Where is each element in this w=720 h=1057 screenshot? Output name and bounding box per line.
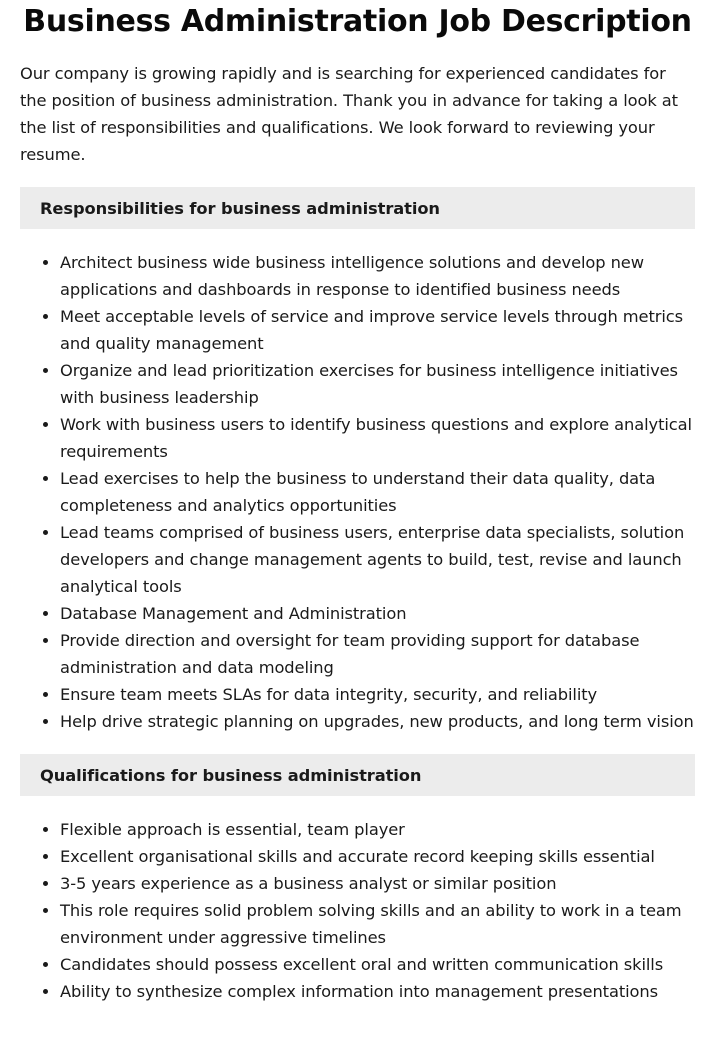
list-item: • This role requires solid problem solving skills and an ability to work in a team environment under aggressive timelines bbox=[60, 897, 695, 951]
responsibilities-list bbox=[20, 249, 695, 735]
list-item: • Provide direction and oversight for team providing support for database administration and data modeling bbox=[60, 627, 695, 681]
list-item: • Architect business wide business intelligence solutions and develop new applications and dashboards in response to identified business needs bbox=[60, 249, 695, 303]
list-item: • Excellent organisational skills and accurate record keeping skills essential bbox=[60, 843, 695, 870]
intro-paragraph: Our company is growing rapidly and is searching for experienced candidates for the position of business administration. Thank you in advance for taking a look at the list of responsibilities and qualifications. We look forward to reviewing your resume. bbox=[20, 64, 678, 164]
qualifications-heading-label: Qualifications for business administration bbox=[40, 765, 422, 785]
list-item: • Work with business users to identify business questions and explore analytical requirements bbox=[60, 411, 695, 465]
list-item: • Meet acceptable levels of service and improve service levels through metrics and quality management bbox=[60, 303, 695, 357]
list-item: • Candidates should possess excellent oral and written communication skills bbox=[60, 951, 695, 978]
page-title: Business Administration Job Description bbox=[23, 4, 692, 39]
responsibilities-heading bbox=[20, 187, 695, 229]
list-item: • Help drive strategic planning on upgrades, new products, and long term vision bbox=[60, 708, 695, 735]
qualifications-heading bbox=[20, 754, 695, 796]
list-item: • Ability to synthesize complex information into management presentations bbox=[60, 978, 695, 1005]
list-item: • 3-5 years experience as a business analyst or similar position bbox=[60, 870, 695, 897]
list-item: • Ensure team meets SLAs for data integrity, security, and reliability bbox=[60, 681, 695, 708]
list-item: • Organize and lead prioritization exercises for business intelligence initiatives with business leadership bbox=[60, 357, 695, 411]
responsibilities-heading-label: Responsibilities for business administration bbox=[40, 198, 440, 218]
list-item: • Flexible approach is essential, team player bbox=[60, 816, 695, 843]
qualifications-list bbox=[20, 816, 695, 1005]
list-item: • Lead teams comprised of business users, enterprise data specialists, solution developers and change management agents to build, test, revise and launch analytical tools bbox=[60, 519, 695, 600]
list-item: • Lead exercises to help the business to understand their data quality, data completeness and analytics opportunities bbox=[60, 465, 695, 519]
list-item: • Database Management and Administration bbox=[60, 600, 695, 627]
